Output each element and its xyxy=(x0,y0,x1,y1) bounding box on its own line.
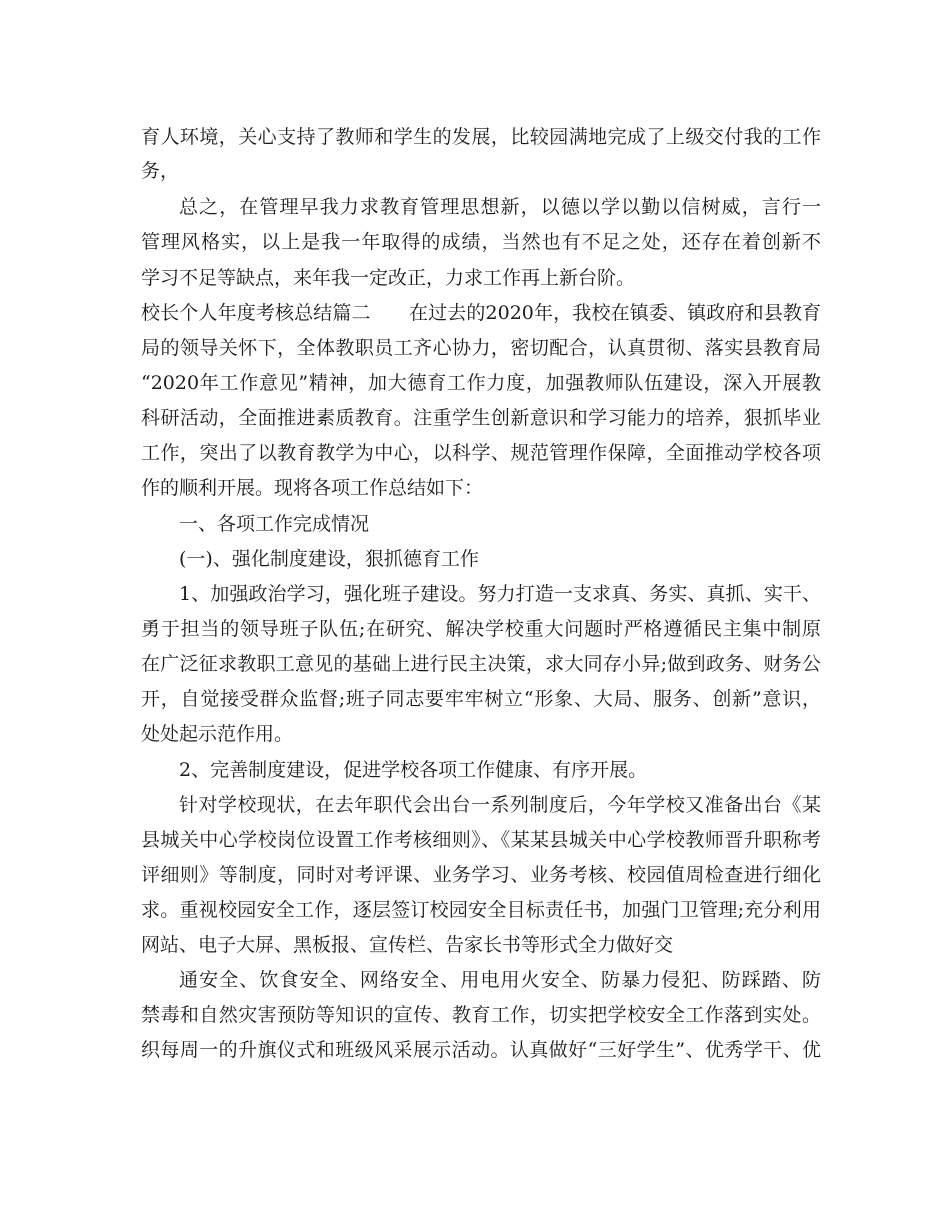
text-line: 网站、电子大屏、黑板报、宣传栏、告家长书等形式全力做好交 xyxy=(141,934,674,956)
text-line: “2020年工作意见”精神，加大德育工作力度，加强教师队伍建设，深入开展教 xyxy=(141,372,821,394)
text-line: 科研活动，全面推进素质教育。注重学生创新意识和学习能力的培养，狠抓毕业 xyxy=(141,407,821,429)
text-line: 管理风格实，以上是我一年取得的成绩，当然也有不足之处，还存在着创新不 xyxy=(141,231,821,253)
text-line: 总之，在管理早我力求教育管理思想新，以德以学以勤以信树威，言行一 xyxy=(179,196,821,218)
text-line: 织每周一的升旗仪式和班级风采展示活动。认真做好“三好学生”、优秀学干、优 xyxy=(141,1039,821,1061)
text-line: 作的顺利开展。现将各项工作总结如下： xyxy=(141,477,484,499)
text-line: 评细则》等制度，同时对考评课、业务学习、业务考核、校园值周检查进行细化 xyxy=(141,864,821,886)
text-line: 在广泛征求教职工意见的基础上进行民主决策，求大同存小异;做到政务、财务公 xyxy=(141,653,821,675)
text-line: 2、完善制度建设，促进学校各项工作健康、有序开展。 xyxy=(179,759,648,781)
text-line: 针对学校现状，在去年职代会出台一系列制度后，今年学校又准备出台《某 xyxy=(179,794,821,816)
text-line: 县城关中心学校岗位设置工作考核细则》、《某某县城关中心学校教师晋升职称考 xyxy=(141,829,821,851)
text-line: 学习不足等缺点，来年我一定改正，力求工作再上新台阶。 xyxy=(141,267,636,289)
text-line: 务， xyxy=(141,160,180,182)
section-heading: 一、各项工作完成情况 xyxy=(179,513,370,535)
text-line: 勇于担当的领导班子队伍;在研究、解决学校重大问题时严格遵循民主集中制原 xyxy=(141,618,821,640)
text-line: 求。重视校园安全工作，逐层签订校园安全目标责任书，加强门卫管理;充分利用 xyxy=(141,899,821,921)
subsection-heading: (一)、强化制度建设，狠抓德育工作 xyxy=(179,548,479,570)
text-line: 工作，突出了以教育教学为中心，以科学、规范管理作保障，全面推动学校各项 xyxy=(141,442,821,464)
text-line: 开，自觉接受群众监督;班子同志要牢牢树立“形象、大局、服务、创新”意识， xyxy=(141,688,821,710)
text-line: 育人环境，关心支持了教师和学生的发展，比较园满地完成了上级交付我的工作 xyxy=(141,126,821,148)
text-line: 禁毒和自然灾害预防等知识的宣传、教育工作，切实把学校安全工作落到实处。 xyxy=(141,1004,821,1026)
text-line: 校长个人年度考核总结篇二 在过去的2020年，我校在镇委、镇政府和县教育 xyxy=(141,302,821,324)
text-line: 1、加强政治学习，强化班子建设。努力打造一支求真、务实、真抓、实干、 xyxy=(179,583,821,605)
text-line: 通安全、饮食安全、网络安全、用电用火安全、防暴力侵犯、防踩踏、防 xyxy=(179,969,821,991)
text-line: 局的领导关怀下，全体教职员工齐心协力，密切配合，认真贯彻、落实县教育局 xyxy=(141,337,821,359)
text-line: 处处起示范作用。 xyxy=(141,723,294,745)
